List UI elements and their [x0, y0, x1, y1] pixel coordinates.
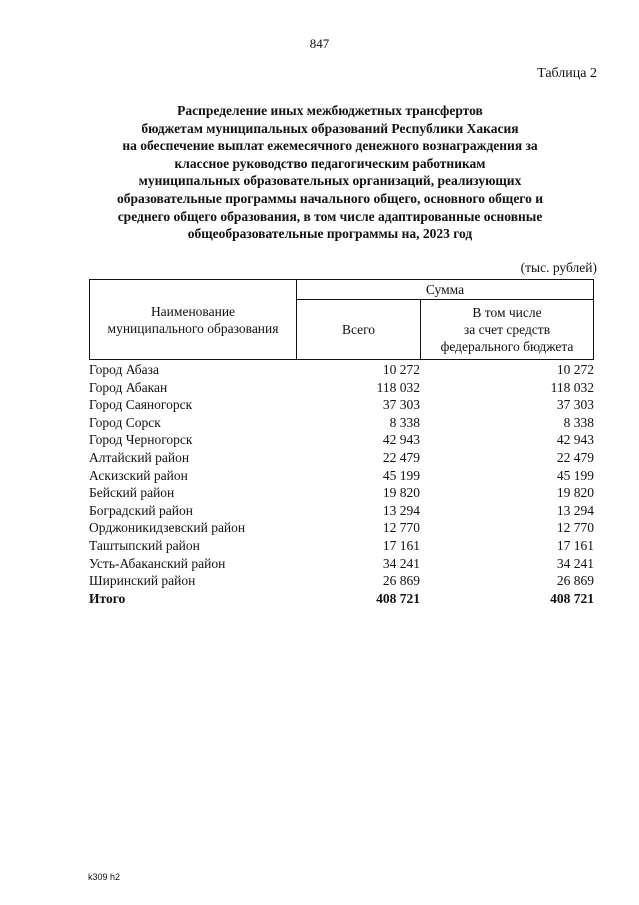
total-row-name: Итого [89, 590, 126, 606]
row-name: Город Абакан [89, 379, 168, 395]
row-total: 45 199 [382, 467, 420, 483]
header-federal-line: федерального бюджета [440, 339, 574, 354]
row-name: Город Саяногорск [89, 397, 193, 413]
table-row [89, 361, 594, 379]
row-total: 34 241 [382, 555, 420, 571]
header-sum-cell: Сумма [296, 279, 594, 300]
row-federal: 118 032 [550, 379, 594, 395]
row-federal: 13 294 [556, 502, 594, 518]
table-row [89, 449, 594, 467]
table-row [89, 396, 594, 414]
row-name: Алтайский район [89, 449, 190, 465]
row-name: Аскизский район [89, 467, 188, 483]
header-name-cell [89, 279, 297, 360]
row-name: Таштыпский район [89, 537, 200, 553]
row-federal: 10 272 [556, 362, 594, 377]
row-total: 12 770 [382, 520, 420, 536]
table-row [89, 467, 594, 485]
header-federal-line: В том числе [472, 305, 542, 320]
table-row [89, 414, 594, 432]
total-row [89, 590, 594, 608]
header-name-line: муниципального образования [107, 320, 279, 336]
header-federal-line: за счет средств [463, 322, 551, 337]
row-name: Ширинский район [89, 573, 196, 589]
row-total: 26 869 [382, 573, 420, 589]
title-line: общеобразовательные программы на, 2023 год [187, 226, 473, 242]
row-federal: 45 199 [556, 467, 594, 483]
total-row-total: 408 721 [376, 590, 420, 606]
table-row [89, 519, 594, 537]
row-federal: 8 338 [563, 414, 594, 430]
header-total-cell: Всего [296, 299, 421, 360]
row-name: Орджоникидзевский район [89, 520, 246, 536]
row-name: Усть-Абаканский район [89, 555, 226, 571]
header-name-line: Наименование [150, 303, 236, 319]
title-line: образовательные программы начального общего, основного общего и [116, 190, 544, 206]
row-federal: 12 770 [556, 520, 594, 536]
table-label: Таблица 2 [537, 66, 597, 81]
title-line: бюджетам муниципальных образований Республики Хакасия [141, 120, 519, 136]
row-name: Город Черногорск [89, 432, 193, 448]
row-total: 22 479 [382, 449, 420, 465]
table-row [89, 502, 594, 520]
row-federal: 26 869 [556, 573, 594, 589]
row-federal: 17 161 [556, 537, 594, 553]
row-total: 37 303 [382, 397, 420, 413]
title-line: классное руководство педагогическим работникам [174, 155, 486, 171]
row-total: 118 032 [376, 379, 420, 395]
row-name: Бейский район [89, 485, 175, 501]
row-total: 8 338 [389, 414, 420, 430]
row-name: Город Сорск [89, 414, 161, 430]
page-number: 847 [309, 36, 330, 51]
row-total: 17 161 [382, 537, 420, 553]
unit-label: (тыс. рублей) [520, 260, 597, 275]
row-total: 13 294 [382, 502, 420, 518]
table-body [89, 361, 594, 607]
title-line: среднего общего образования, в том числе адаптированные основные [117, 208, 543, 224]
table-row [89, 537, 594, 555]
table-row [89, 555, 594, 573]
table-header [89, 279, 594, 360]
table-row [89, 572, 594, 590]
title-line: муниципальных образовательных организаций, реализующих [138, 173, 522, 189]
row-name: Боградский район [89, 502, 193, 518]
total-row-federal: 408 721 [550, 590, 594, 606]
table-row [89, 484, 594, 502]
table-row [89, 379, 594, 397]
footer-code: k309 h2 [88, 872, 121, 882]
title-line: на обеспечение выплат ежемесячного денежного вознаграждения за [122, 138, 538, 154]
row-total: 42 943 [382, 432, 420, 448]
row-total: 10 272 [382, 362, 420, 377]
table-row [89, 431, 594, 449]
row-federal: 19 820 [556, 485, 594, 501]
row-total: 19 820 [382, 485, 420, 501]
row-name: Город Абаза [89, 362, 159, 377]
row-federal: 37 303 [556, 397, 594, 413]
header-federal-cell [420, 299, 594, 360]
title-line: Распределение иных межбюджетных трансфертов [177, 103, 483, 118]
row-federal: 34 241 [556, 555, 594, 571]
table-title [60, 102, 600, 243]
row-federal: 42 943 [556, 432, 594, 448]
row-federal: 22 479 [556, 449, 594, 465]
